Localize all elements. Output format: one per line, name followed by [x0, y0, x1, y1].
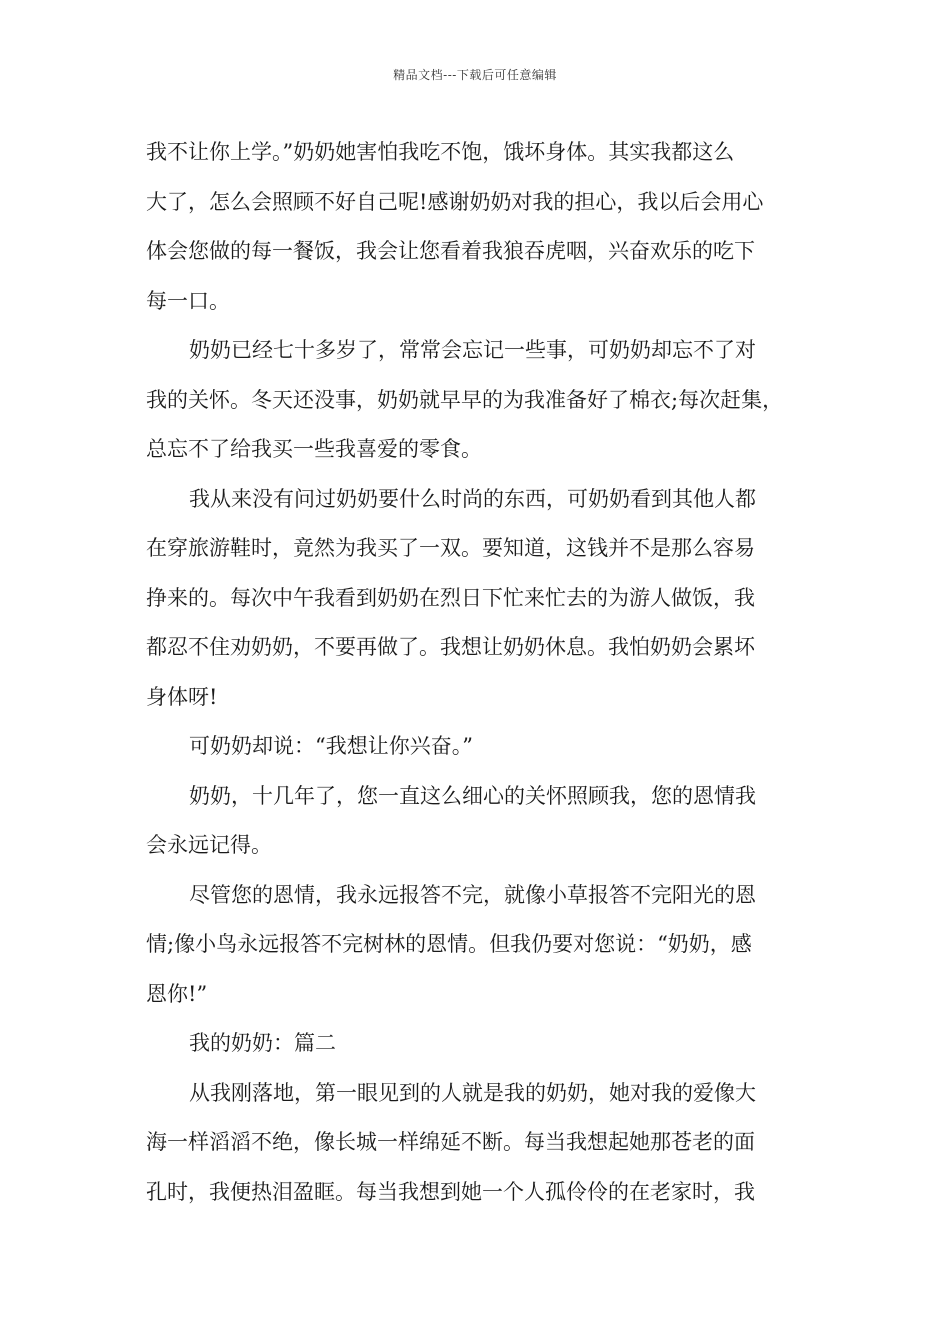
text-line: 总忘不了给我买一些我喜爱的零食。	[146, 437, 482, 461]
text-line: 每一口。	[146, 288, 230, 313]
text-line: 在穿旅游鞋时，竟然为我买了一双。要知道，这钱并不是那么容易	[146, 536, 755, 560]
document-body	[146, 128, 808, 1217]
text-line: 我从来没有问过奶奶要什么时尚的东西，可奶奶看到其他人都	[189, 486, 756, 511]
text-line: 奶奶已经七十多岁了，常常会忘记一些事，可奶奶却忘不了对	[189, 338, 756, 362]
section-heading: 我的奶奶：篇二	[189, 1031, 336, 1055]
text-line: 奶奶，十几年了，您一直这么细心的关怀照顾我，您的恩情我	[189, 783, 756, 808]
text-line: 体会您做的每一餐饭，我会让您看着我狼吞虎咽，兴奋欢乐的吃下	[146, 239, 755, 263]
text-line: 从我刚落地，第一眼见到的人就是我的奶奶，她对我的爱像大	[189, 1080, 756, 1105]
text-line: 会永远记得。	[146, 833, 272, 857]
text-line: 大了，怎么会照顾不好自己呢!感谢奶奶对我的担心，我以后会用心	[146, 189, 764, 214]
text-line: 我的关怀。冬天还没事，奶奶就早早的为我准备好了棉衣;每次赶集，	[146, 387, 784, 412]
text-line: 都忍不住劝奶奶，不要再做了。我想让奶奶休息。我怕奶奶会累坏	[146, 635, 755, 659]
text-line: 孔时，我便热泪盈眶。每当我想到她一个人孤伶伶的在老家时，我	[146, 1179, 755, 1204]
text-line: 挣来的。每次中午我看到奶奶在烈日下忙来忙去的为游人做饭，我	[146, 585, 755, 610]
text-line: 情;像小鸟永远报答不完树林的恩情。但我仍要对您说：“奶奶，感	[146, 932, 752, 956]
text-line: 我不让你上学。”奶奶她害怕我吃不饱，饿坏身体。其实我都这么	[146, 140, 735, 164]
text-line: 身体呀!	[146, 684, 218, 709]
text-line: 尽管您的恩情，我永远报答不完，就像小草报答不完阳光的恩	[189, 882, 756, 907]
text-line: 海一样滔滔不绝，像长城一样绵延不断。每当我想起她那苍老的面	[146, 1130, 755, 1154]
text-line: 恩你!”	[146, 981, 208, 1006]
page-header: 精品文档---下载后可任意编辑	[393, 68, 557, 82]
text-line: 可奶奶却说：“我想让你兴奋。”	[189, 734, 473, 758]
